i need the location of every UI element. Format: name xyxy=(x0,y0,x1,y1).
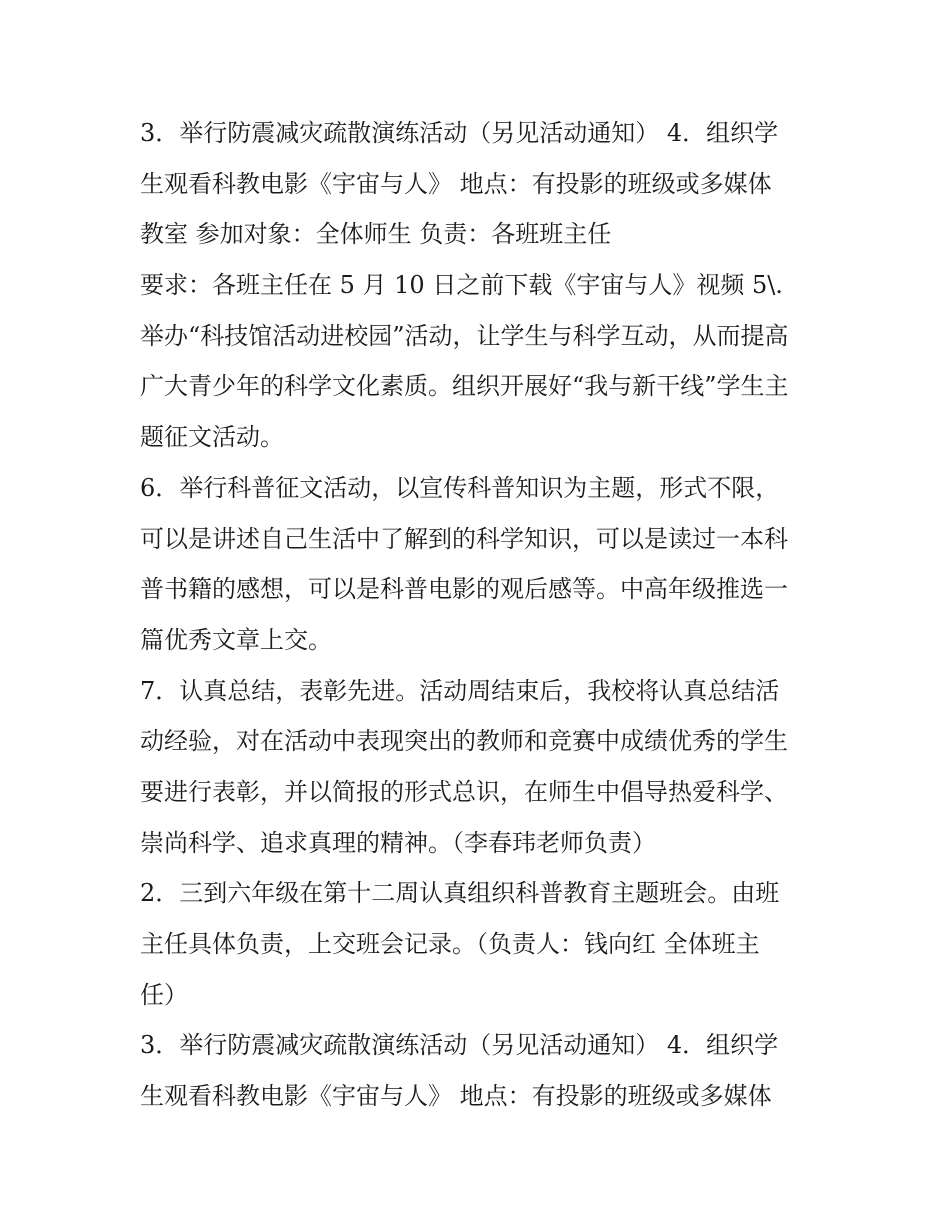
text-line: 教室 参加对象：全体师生 负责：各班班主任 xyxy=(140,220,612,249)
text-line: 举办“科技馆活动进校园”活动，让学生与科学互动，从而提高 xyxy=(140,321,789,350)
text-line: 2．三到六年级在第十二周认真组织科普教育主题班会。由班 xyxy=(140,879,780,908)
text-line: 普书籍的感想，可以是科普电影的观后感等。中高年级推选一 xyxy=(140,575,788,604)
text-line: 任） xyxy=(140,980,188,1009)
text-line: 可以是讲述自己生活中了解到的科学知识，可以是读过一本科 xyxy=(140,524,788,553)
text-line: 6．举行科普征文活动，以宣传科普知识为主题，形式不限， xyxy=(140,473,780,502)
text-line: 崇尚科学、追求真理的精神。（李春玮老师负责） xyxy=(140,828,656,857)
text-line: 主任具体负责，上交班会记录。（负责人：钱向红 全体班主 xyxy=(140,930,760,958)
text-line: 广大青少年的科学文化素质。组织开展好“我与新干线”学生主 xyxy=(140,372,789,401)
text-line: 生观看科教电影《宇宙与人》 地点：有投影的班级或多媒体 xyxy=(140,169,772,198)
text-line: 生观看科教电影《宇宙与人》 地点：有投影的班级或多媒体 xyxy=(140,1082,772,1111)
text-line: 题征文活动。 xyxy=(140,423,284,452)
text-line: 篇优秀文章上交。 xyxy=(140,625,332,654)
text-line: 要求：各班主任在 5 月 10 日之前下载《宇宙与人》视频 5\. xyxy=(140,271,783,300)
text-line: 要进行表彰，并以简报的形式总识，在师生中倡导热爱科学、 xyxy=(140,777,788,806)
text-line: 3．举行防震减灾疏散演练活动（另见活动通知） 4．组织学 xyxy=(140,1031,779,1060)
document-body xyxy=(140,108,830,1122)
text-line: 3．举行防震减灾疏散演练活动（另见活动通知） 4．组织学 xyxy=(140,119,779,147)
text-line: 7．认真总结，表彰先进。活动周结束后，我校将认真总结活 xyxy=(140,676,780,705)
text-line: 动经验，对在活动中表现突出的教师和竞赛中成绩优秀的学生 xyxy=(140,727,788,756)
